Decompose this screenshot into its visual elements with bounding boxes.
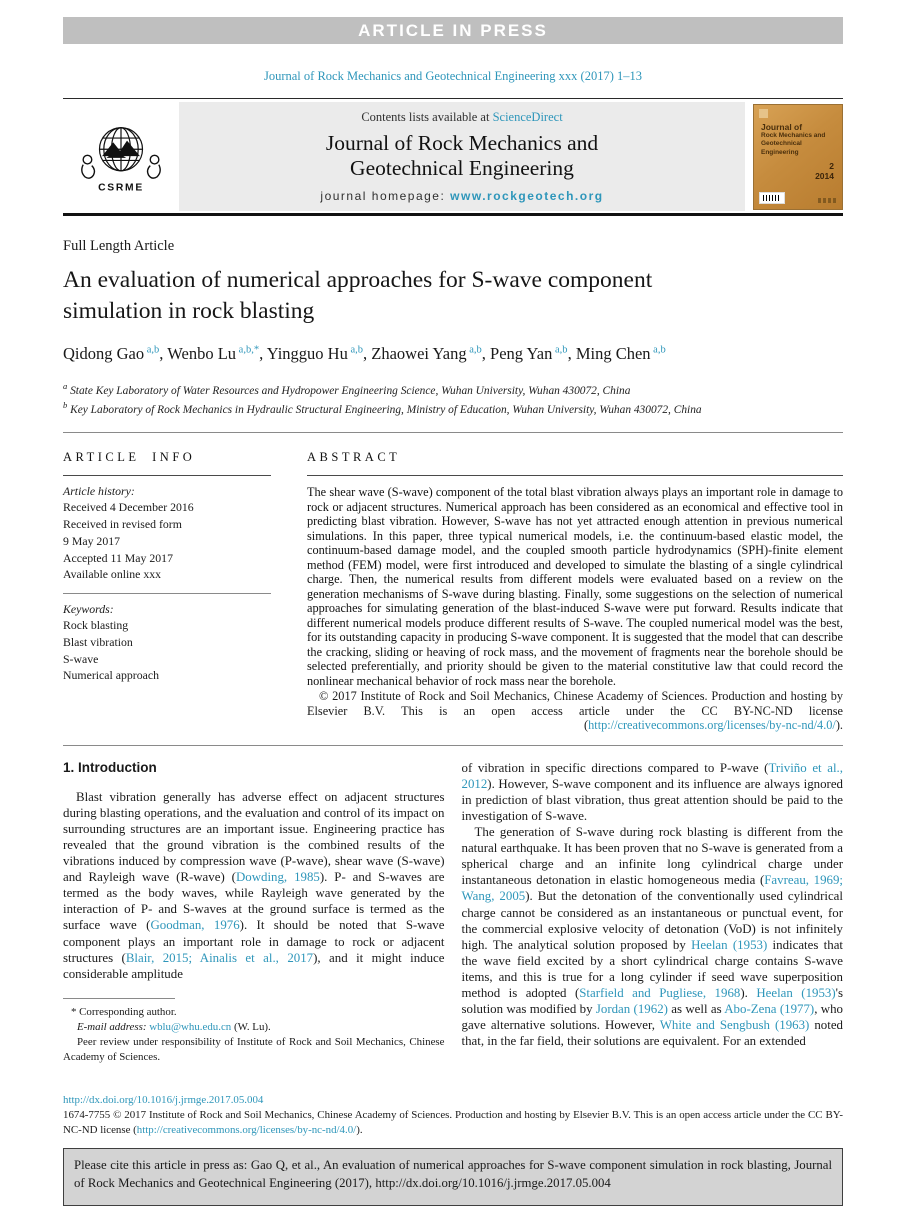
footnotes (63, 998, 445, 1065)
text-segment: noted that, in the far field, their solutions are equivalent. For an extended (461, 1017, 843, 1048)
text-segment: ). P- and S-waves are termed as the body waves, while Rayleigh wave generated by the interaction of P- and S-waves at the ground surface is termed as the surface wave ( (63, 870, 445, 933)
affiliation-a-marker: a (63, 380, 68, 391)
body-left-column (63, 760, 445, 1085)
intro-paragraph-2 (462, 824, 844, 1049)
journal-citation-line: Journal of Rock Mechanics and Geotechnical Engineering xxx (2017) 1–13 (263, 69, 642, 83)
italic-text: E-mail address: (77, 1020, 150, 1033)
keyword: Blast vibration (63, 634, 133, 649)
contents-prefix: Contents lists available at (361, 109, 493, 124)
author-affiliation-sup: a,b (466, 344, 482, 356)
author-name: Qidong Gao (63, 344, 145, 364)
citation-link[interactable]: Goodman, 1976 (150, 918, 240, 933)
cover-issue-number: 2 (829, 160, 834, 171)
keywords-label: Keywords: (63, 602, 114, 617)
abstract-heading: ABSTRACT (307, 450, 401, 465)
cover-issue-year: 2014 (815, 170, 834, 181)
citation-link[interactable]: White and Sengbush (1963) (659, 1017, 810, 1032)
text-segment: The generation of S-wave during rock blasting is different from the natural earthquake. It has been proven that no S-wave is generated from a spherical charge and an infinite long cylindrical charge under instantaneous detonation in elastic homogeneous media ( (461, 825, 843, 888)
abstract-body-divider (63, 745, 843, 746)
citation-link[interactable]: Heelan (1953) (691, 937, 768, 952)
text-segment: © 2017 Institute of Rock and Soil Mechanics, Chinese Academy of Sciences. Production and hosting by Elsevier B.V. This is an open access article under the CC BY-NC-ND license ( (307, 689, 843, 733)
abstract-text: The shear wave (S-wave) component of the total blast vibration always plays an important role in damage to rock or adjacent structures. Numerical approach has been considered as an economical and effective tool in predicting blast vibration. However, S-wave has not yet attracted enough attention in previous numerical simulations. In this paper, three typical numerical models, i.e. the continuum-based elastic model, the continuum-based damage model, and the coupled smooth particle hydrodynamics (SPH)-finite element method (FEM) model, were first introduced and developed to simulate the blasting of a single cylindrical charge. Then, the numerical results from different models were evaluated based on a review on the generation mechanisms of S-wave during blasting. Finally, some suggestions on the selection of numerical approaches for simulating generation of the blast-induced S-wave were put forward. Results indicate that different numerical models produce different results of S-wave. The coupled numerical model was the best, for its outstanding capacity in producing S-wave component. It is suggested that the model that can describe the cracking, sliding or heaving of rock mass, and the movement of fragments near the borehole should be selected preferentially, and priority should be given to the material constitutive law that could record the nonlinear mechanical behavior of rock mass near the borehole. (307, 485, 843, 688)
text-segment: ). But the detonation of the conventionally used cylindrical charge cannot be considered as an instantaneous or punctual event, for the commercial explosive velocity of detonation (VoD) is not infinitely high. The analytical solution proposed by (461, 889, 843, 952)
history-line: Available online xxx (63, 567, 162, 582)
csrme-globe-icon (78, 120, 164, 194)
author-affiliation-sup: a,b,* (236, 344, 260, 356)
author-name: Peng Yan (490, 344, 553, 364)
citation-link[interactable]: Abo-Zena (1977) (724, 1001, 815, 1016)
citation-link[interactable]: Favreau, 1969; Wang, 2005 (461, 873, 843, 904)
history-line: Received in revised form (63, 517, 182, 532)
text-segment: of vibration in specific directions compared to P-wave ( (461, 760, 769, 775)
cover-publisher-marks (818, 198, 836, 203)
abstract-copyright (307, 689, 843, 733)
cover-title-line1: Journal of (761, 121, 803, 132)
info-section-divider (63, 593, 271, 594)
journal-name (326, 131, 598, 182)
citation-link[interactable]: Jordan (1962) (595, 1001, 668, 1016)
article-type-label: Full Length Article (63, 238, 175, 254)
history-line: Received 4 December 2016 (63, 500, 194, 515)
journal-cover-thumbnail[interactable] (753, 104, 843, 210)
author-affiliation-sup: a,b (552, 344, 568, 356)
text-segment: ). (835, 718, 843, 733)
intro-paragraph-1-continued (462, 760, 844, 824)
history-line: Accepted 11 May 2017 (63, 550, 173, 565)
text-segment: , who gave alternative solutions. However, (461, 1001, 843, 1032)
abstract-column (307, 450, 843, 733)
affiliation-b-marker: b (63, 400, 68, 411)
journal-name-line2: Geotechnical Engineering (350, 156, 574, 180)
masthead-divider (63, 213, 843, 216)
barcode (759, 192, 785, 204)
article-title: An evaluation of numerical approaches for S-wave component simulation in rock blasting (63, 267, 653, 325)
text-segment: Blast vibration generally has adverse effect on adjacent structures during blasting operations, and the evaluation and control of its impact on surrounding structures are an important issue. Engineering practice has revealed that the ground vibration is the combined results of the vibrations induced by compression wave (P-wave), shear wave (S-wave) and Rayleigh wave (R-wave) ( (63, 789, 445, 885)
banner-label: ARTICLE IN PRESS (358, 20, 548, 40)
doi-line (63, 1094, 843, 1106)
author-name: Zhaowei Yang (371, 344, 467, 364)
journal-homepage-link[interactable]: www.rockgeotech.org (450, 189, 604, 204)
csrme-caption: CSRME (98, 182, 144, 194)
author-list: Qidong Gao $^{a,b}$, Wenbo Lu $^{a,b,*}$, Yingguo Hu $^{a,b}$, Zhaowei Yang $^{a,b}$, Peng Yan $^{a,b}$, Ming Chen $^{a,b}$ (63, 344, 666, 364)
citation-link[interactable]: http://creativecommons.org/licenses/by-nc-nd/4.0/ (136, 1124, 357, 1137)
journal-name-line1: Journal of Rock Mechanics and (325, 130, 599, 155)
peer-review-note (63, 1035, 445, 1065)
corresponding-author-note: * Corresponding author. (71, 1005, 177, 1018)
citation-link[interactable]: Dowding, 1985 (235, 870, 320, 885)
article-info-column (63, 450, 271, 733)
body-right-column (462, 760, 844, 1085)
text-segment: ). (740, 985, 757, 1000)
email-note (63, 1020, 445, 1035)
author-affiliation-sup: a,b (144, 344, 160, 356)
article-info-heading: ARTICLE INFO (63, 450, 196, 465)
article-info-rule (63, 475, 271, 476)
text-segment: 's solution was modified by (461, 985, 843, 1016)
keyword: Rock blasting (63, 618, 129, 633)
cover-title-line4: Engineering (761, 149, 799, 157)
peer-review-text: Peer review under responsibility of Institute of Rock and Soil Mechanics, Chinese Academy of Sciences. (63, 1035, 445, 1063)
journal-homepage-line (320, 189, 603, 203)
homepage-prefix: journal homepage: (320, 189, 451, 204)
keyword: Numerical approach (63, 668, 159, 683)
text-segment: ), and it might induce considerable amplitude (63, 950, 445, 981)
text-segment: 1674-7755 © 2017 Institute of Rock and Soil Mechanics, Chinese Academy of Sciences. Production and hosting by Elsevier B.V. This is an open access article under the CC BY-NC-ND license ( (63, 1109, 843, 1137)
author-name: Wenbo Lu (167, 344, 237, 364)
text-segment: ). It should be noted that S-wave component plays an important role in damage to rock or adjacent structures ( (63, 918, 445, 965)
author-affiliation-sup: a,b (347, 344, 364, 356)
sciencedirect-link[interactable]: ScienceDirect (492, 109, 563, 124)
section-heading-introduction: 1. Introduction (63, 759, 157, 775)
intro-paragraph-1 (63, 789, 445, 982)
text-segment: indicates that the wave field excited by a short cylindrical charge contains S-wave items, and this is true for a long cylinder if seed wave superposition method is adopted ( (461, 937, 843, 1000)
cover-column (745, 102, 843, 211)
author-affiliation-sup: a,b (650, 344, 666, 356)
csrme-logo (63, 102, 179, 211)
affiliations (63, 380, 843, 419)
doi-link[interactable]: http://dx.doi.org/10.1016/j.jrmge.2017.05.004 (63, 1094, 264, 1106)
cover-title-line2: Rock Mechanics and (761, 131, 826, 139)
text-segment: as well as (667, 1001, 725, 1016)
affiliation-b (63, 399, 843, 418)
history-line: 9 May 2017 (63, 533, 121, 548)
page-footer (63, 1094, 843, 1206)
cover-corner-square (759, 109, 768, 118)
affiliation-a (63, 380, 843, 399)
cover-issue (815, 161, 834, 181)
abstract-rule (307, 475, 843, 476)
citation-link[interactable]: Triviño et al., 2012 (461, 760, 843, 791)
keyword: S-wave (63, 651, 99, 666)
citation-link[interactable]: Heelan (1953) (756, 985, 836, 1000)
citation-notice-box: Please cite this article in press as: Gao Q, et al., An evaluation of numerical approaches for S-wave component simulation in rock blasting, Journal of Rock Mechanics and Geotechnical Engineering (2017), http://dx.doi.org/10.1016/j.jrmge.2017.05.004 (63, 1148, 843, 1206)
footnote-rule (63, 998, 175, 999)
article-history-label: Article history: (63, 484, 135, 499)
contents-line (361, 110, 562, 125)
text-segment: ). However, S-wave component and its influence are always ignored in prediction of blast vibration, thus great attention should be paid to the investigation of S-wave. (461, 777, 843, 824)
citation-link[interactable]: wblu@whu.edu.cn (149, 1020, 232, 1033)
issn-copyright-line (63, 1108, 843, 1139)
author-name: Yingguo Hu (266, 344, 348, 364)
affiliation-a-text: State Key Laboratory of Water Resources and Hydropower Engineering Science, Wuhan University, Wuhan 430072, China (70, 384, 631, 397)
body-columns (63, 760, 843, 1085)
text-segment: ). (356, 1124, 363, 1137)
masthead (63, 98, 843, 211)
cover-title-line3: Geotechnical (761, 140, 802, 148)
citation-link[interactable]: http://creativecommons.org/licenses/by-nc-nd/4.0/ (588, 718, 836, 733)
author-name: Ming Chen (575, 344, 651, 364)
info-abstract-section (63, 433, 843, 733)
masthead-center (179, 102, 745, 211)
affiliation-b-text: Key Laboratory of Rock Mechanics in Hydraulic Structural Engineering, Ministry of Education, Wuhan University, Wuhan 430072, China (70, 403, 702, 416)
text-segment: (W. Lu). (231, 1020, 271, 1033)
cover-title (761, 122, 825, 158)
article-in-press-banner (63, 17, 843, 44)
citation-link[interactable]: Starfield and Pugliese, 1968 (579, 985, 741, 1000)
citation-link[interactable]: Blair, 2015; Ainalis et al., 2017 (125, 950, 314, 965)
